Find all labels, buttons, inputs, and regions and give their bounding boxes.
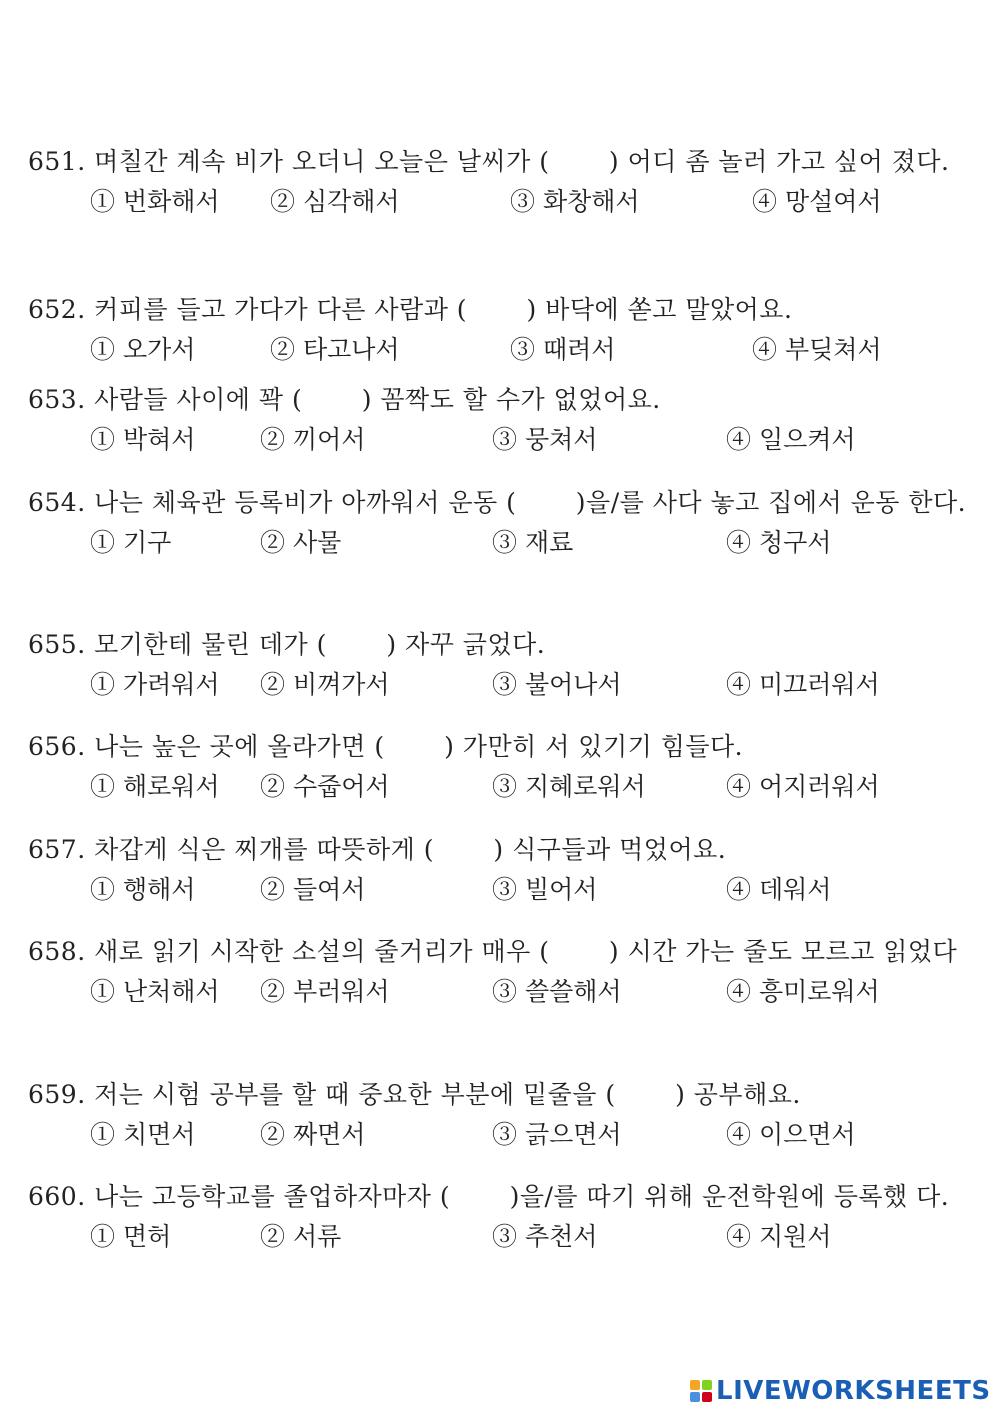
option-2[interactable]: ② 수줍어서 — [260, 772, 390, 801]
question-stem: 651. 며칠간 계속 비가 오더니 오늘은 날씨가 ( ) 어디 좀 놀러 가고 싶어 졌다. — [28, 147, 950, 176]
question-655 — [28, 625, 968, 705]
option-4[interactable]: ④ 데워서 — [726, 875, 832, 904]
option-2[interactable]: ② 심각해서 — [270, 187, 400, 216]
question-654 — [28, 483, 968, 563]
question-stem: 659. 저는 시험 공부를 할 때 중요한 부분에 밑줄을 ( ) 공부해요. — [28, 1080, 801, 1109]
option-2[interactable]: ② 들여서 — [260, 875, 366, 904]
option-1[interactable]: ① 치면서 — [90, 1120, 196, 1149]
option-2[interactable]: ② 부러워서 — [260, 977, 390, 1006]
option-1[interactable]: ① 오가서 — [90, 335, 196, 364]
option-3[interactable]: ③ 때려서 — [510, 335, 616, 364]
option-1[interactable]: ① 난처해서 — [90, 977, 220, 1006]
options-row — [28, 330, 968, 370]
question-653 — [28, 380, 968, 460]
question-stem: 658. 새로 읽기 시작한 소설의 줄거리가 매우 ( ) 시간 가는 줄도 모르고 읽었다 — [28, 937, 958, 966]
option-2[interactable]: ② 타고나서 — [270, 335, 400, 364]
option-2[interactable]: ② 사물 — [260, 528, 342, 557]
question-659 — [28, 1075, 968, 1155]
option-3[interactable]: ③ 쓸쓸해서 — [492, 977, 622, 1006]
question-656 — [28, 727, 968, 807]
option-4[interactable]: ④ 지원서 — [726, 1222, 832, 1251]
brand-text: LIVEWORKSHEETS — [716, 1376, 991, 1406]
option-3[interactable]: ③ 재료 — [492, 528, 574, 557]
option-4[interactable]: ④ 부딪쳐서 — [752, 335, 882, 364]
question-stem: 652. 커피를 들고 가다가 다른 사람과 ( ) 바닥에 쏟고 말았어요. — [28, 295, 793, 324]
option-4[interactable]: ④ 청구서 — [726, 528, 832, 557]
options-row — [28, 420, 968, 460]
question-stem: 660. 나는 고등학교를 졸업하자마자 ( )을/를 따기 위해 운전학원에 등록했 다. — [28, 1182, 950, 1211]
option-1[interactable]: ① 면허 — [90, 1222, 172, 1251]
option-4[interactable]: ④ 미끄러워서 — [726, 670, 880, 699]
option-2[interactable]: ② 짜면서 — [260, 1120, 366, 1149]
option-1[interactable]: ① 해로워서 — [90, 772, 220, 801]
option-2[interactable]: ② 서류 — [260, 1222, 342, 1251]
option-1[interactable]: ① 번화해서 — [90, 187, 220, 216]
question-stem: 655. 모기한테 물린 데가 ( ) 자꾸 긁었다. — [28, 630, 546, 659]
options-row — [28, 523, 968, 563]
logo-grid-icon — [690, 1380, 712, 1402]
option-3[interactable]: ③ 불어나서 — [492, 670, 622, 699]
option-1[interactable]: ① 박혀서 — [90, 425, 196, 454]
option-4[interactable]: ④ 어지러워서 — [726, 772, 880, 801]
option-2[interactable]: ② 비껴가서 — [260, 670, 390, 699]
question-660 — [28, 1177, 968, 1257]
question-stem: 657. 차갑게 식은 찌개를 따뜻하게 ( ) 식구들과 먹었어요. — [28, 835, 727, 864]
option-3[interactable]: ③ 지혜로워서 — [492, 772, 646, 801]
option-2[interactable]: ② 끼어서 — [260, 425, 366, 454]
question-stem: 654. 나는 체육관 등록비가 아까워서 운동 ( )을/를 사다 놓고 집에서 운동 한다. — [28, 488, 967, 517]
question-658 — [28, 932, 968, 1012]
options-row — [28, 972, 968, 1012]
options-row — [28, 182, 968, 222]
question-652 — [28, 290, 968, 370]
options-row — [28, 870, 968, 910]
option-3[interactable]: ③ 추천서 — [492, 1222, 598, 1251]
option-1[interactable]: ① 기구 — [90, 528, 172, 557]
option-3[interactable]: ③ 긁으면서 — [492, 1120, 622, 1149]
option-3[interactable]: ③ 빌어서 — [492, 875, 598, 904]
option-3[interactable]: ③ 뭉쳐서 — [492, 425, 598, 454]
option-1[interactable]: ① 행해서 — [90, 875, 196, 904]
question-stem: 656. 나는 높은 곳에 올라가면 ( ) 가만히 서 있기기 힘들다. — [28, 732, 744, 761]
options-row — [28, 1217, 968, 1257]
question-651 — [28, 142, 968, 222]
question-657 — [28, 830, 968, 910]
option-4[interactable]: ④ 이으면서 — [726, 1120, 856, 1149]
options-row — [28, 665, 968, 705]
question-stem: 653. 사람들 사이에 꽉 ( ) 꼼짝도 할 수가 없었어요. — [28, 385, 661, 414]
option-4[interactable]: ④ 일으켜서 — [726, 425, 856, 454]
option-4[interactable]: ④ 망설여서 — [752, 187, 882, 216]
option-3[interactable]: ③ 화창해서 — [510, 187, 640, 216]
options-row — [28, 1115, 968, 1155]
options-row — [28, 767, 968, 807]
liveworksheets-logo — [690, 1374, 991, 1408]
option-4[interactable]: ④ 흥미로워서 — [726, 977, 880, 1006]
option-1[interactable]: ① 가려워서 — [90, 670, 220, 699]
